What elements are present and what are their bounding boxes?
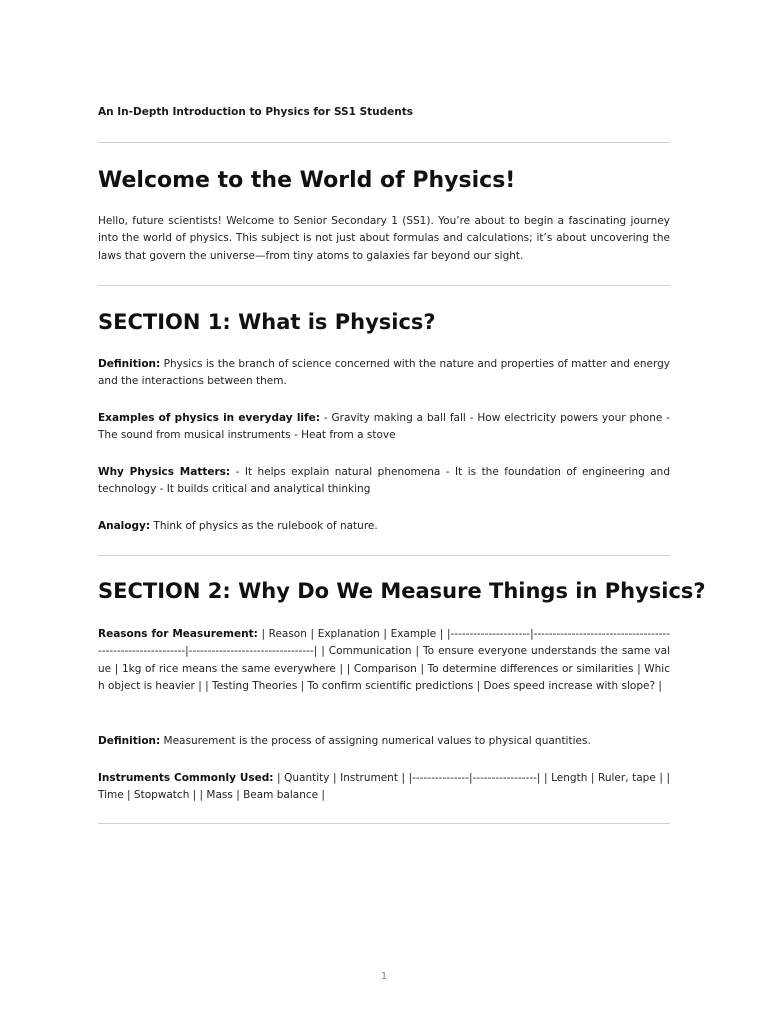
divider [98, 823, 670, 824]
definition-text: Physics is the branch of science concerned with the nature and properties of matter and energy and the interactions between them. [98, 358, 670, 388]
page-number: 1 [380, 971, 388, 982]
section2-definition [98, 733, 670, 750]
analogy-text: Think of physics as the rulebook of nature. [150, 520, 378, 532]
instruments-label: Instruments Commonly Used: [98, 772, 274, 784]
why-label: Why Physics Matters: [98, 466, 231, 478]
section1-definition [98, 356, 670, 391]
section1-analogy [98, 518, 670, 535]
definition-text: Measurement is the process of assigning numerical values to physical quantities. [160, 735, 591, 747]
why-text: - It helps explain natural phenomena - It is the foundation of engineering and technology - It builds critical and analytical thinking [98, 466, 670, 496]
reasons-label: Reasons for Measurement: [98, 628, 258, 640]
examples-text: - Gravity making a ball fall - How electricity powers your phone - The sound from musical instruments - Heat from a stove [98, 412, 671, 442]
section1-examples [98, 410, 670, 445]
divider [98, 555, 670, 556]
analogy-label: Analogy: [98, 520, 151, 532]
section2-reasons-table [98, 626, 670, 696]
reasons-text: | Reason | Explanation | Example | |---------------------|-----------------------------------------------------------|---------------------------------| | Communication | To ensure everyone understands the same value | 1kg of rice means the same everywhere | | Comparison | To determine differences or similarities | Which object is heavier | | Testing Theories | To confirm scientific predictions | Does speed increase with slope? | [98, 628, 670, 693]
definition-label: Definition: [98, 358, 161, 370]
section2-title: SECTION 2: Why Do We Measure Things in Physics? [98, 579, 706, 603]
instruments-text: | Quantity | Instrument | |---------------|-----------------| | Length | Ruler, tape | | Time | Stopwatch | | Mass | Beam balance | [98, 772, 670, 802]
document-header: An In-Depth Introduction to Physics for SS1 Students [98, 106, 414, 118]
divider [98, 142, 670, 143]
section2-instruments [98, 770, 670, 805]
examples-label: Examples of physics in everyday life: [98, 412, 320, 424]
definition-label: Definition: [98, 735, 161, 747]
divider [98, 285, 670, 286]
intro-paragraph: Hello, future scientists! Welcome to Senior Secondary 1 (SS1). You’re about to begin a fascinating journey into the world of physics. This subject is not just about formulas and calculations; it’s about uncovering the laws that govern the universe—from tiny atoms to galaxies far beyond our sight. [98, 215, 670, 262]
section1-why-physics-matters [98, 464, 670, 499]
section1-title: SECTION 1: What is Physics? [98, 310, 436, 334]
intro-title: Welcome to the World of Physics! [98, 168, 516, 193]
